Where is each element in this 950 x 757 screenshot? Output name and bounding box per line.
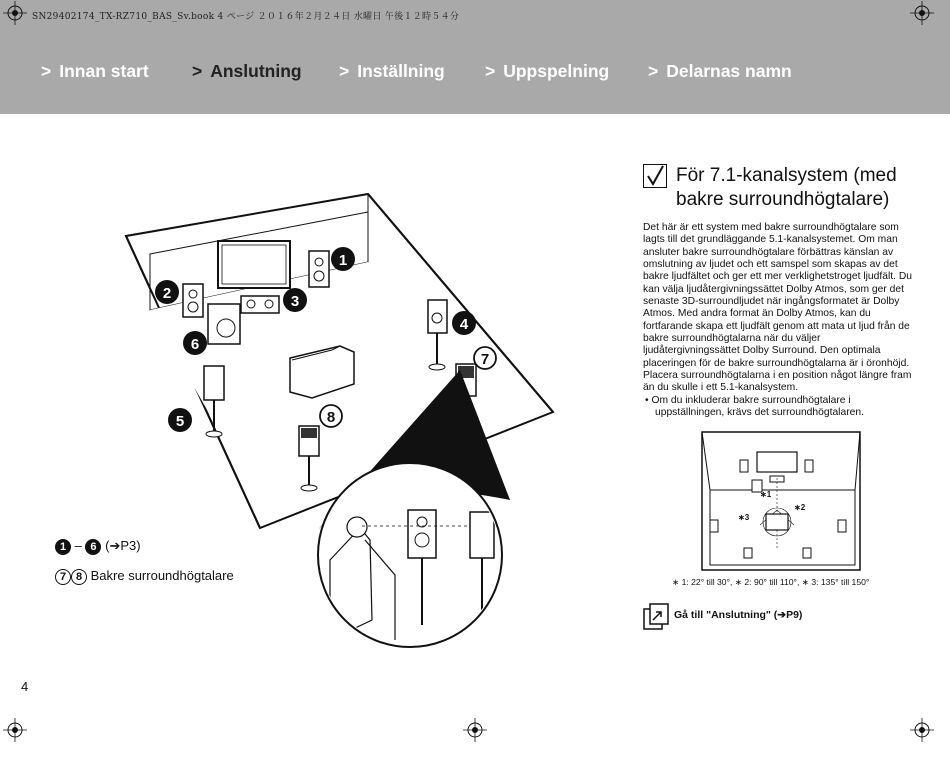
legend-ref-p3[interactable]: (➔P3) [105, 538, 141, 553]
nav-uppspelning[interactable]: > Uppspelning [485, 61, 610, 81]
nav-installning[interactable]: > Inställning [339, 61, 445, 81]
crop-mark-icon [3, 1, 27, 25]
legend-badge-8: 8 [71, 569, 87, 585]
callout-5-label: 5 [175, 413, 185, 430]
goto-page-icon [643, 603, 669, 631]
legend-badge-7: 7 [55, 569, 71, 585]
crop-mark-icon [910, 718, 934, 742]
callout-1-label: 1 [338, 252, 348, 269]
top-navigation [0, 61, 950, 85]
angle-label-2: ∗2 [794, 503, 806, 512]
angle-label-1: ∗1 [760, 490, 772, 499]
crop-mark-icon [463, 718, 487, 742]
room-speaker-illustration [0, 114, 630, 674]
callout-4-label: 4 [459, 316, 469, 333]
angle-footnote: ∗ 1: 22° till 30°, ∗ 2: 90° till 110°, ∗ 3: 135° till 150° [672, 577, 870, 587]
angle-label-3: ∗3 [738, 513, 750, 522]
crop-mark-icon [3, 718, 27, 742]
checkbox-icon [643, 164, 667, 188]
callout-8-label: 8 [326, 409, 336, 426]
nav-delarnas-namn[interactable]: > Delarnas namn [648, 61, 792, 81]
section-title: För 7.1-kanalsystem (med bakre surroundhögtalare) [676, 165, 897, 210]
callout-3-label: 3 [290, 293, 300, 310]
callout-2-label: 2 [162, 285, 172, 302]
page-number: 4 [21, 679, 29, 694]
goto-anslutning-link[interactable]: Gå till "Anslutning" (➔P9) [674, 609, 803, 621]
callout-6-label: 6 [190, 336, 200, 353]
callout-7-label: 7 [480, 351, 490, 368]
legend-rear-label: Bakre surroundhögtalare [90, 568, 234, 583]
speaker-angle-diagram [700, 430, 865, 572]
file-info: SN29402174_TX-RZ710_BAS_Sv.book 4 ページ ２０１６年２月２４日 水曜日 午後１２時５４分 [32, 12, 460, 22]
nav-innan-start[interactable]: > Innan start [41, 61, 149, 81]
nav-anslutning[interactable]: > Anslutning [192, 61, 302, 81]
section-body: Det här är ett system med bakre surroundhögtalare som lagts till det grundläggande 5.1-kanalsystemet. Om man ansluter bakre surroundhögtalare förbättras känslan av omslutning av ljudet och ett samspel som skapas av det bakre ljudfältet och ger ett mer verklighetstroget ljudfält. Du kan välja ljudåtergivningssättet Dolby Atmos, som ger det senaste 3D-surroundljudet när ingångsformatet är Dolby Atmos. Med andra format än Dolby Atmos, kan du fortfarande skapa ett ljudfält genom att mata ut ljud från de bakre surroundhögtalarna när du väljer ljudåtergivningssättet Dolby Surround. Den optimala placeringen för de bakre surroundhögtalarna är i öronhöjd. Placera surroundhögtalarna i en position något längre fram än du skulle i ett 5.1-kanalsystem. [643, 222, 912, 394]
legend-badge-1: 1 [55, 539, 71, 555]
legend-rear-speakers [55, 568, 234, 585]
legend-front-speakers: 1 – 6 (➔P3) [55, 538, 141, 555]
legend-badge-6: 6 [85, 539, 101, 555]
section-bullet: • Om du inkluderar bakre surroundhögtalare i uppställningen, krävs det surroundhögtalaren. [645, 395, 864, 419]
crop-mark-icon [910, 1, 934, 25]
